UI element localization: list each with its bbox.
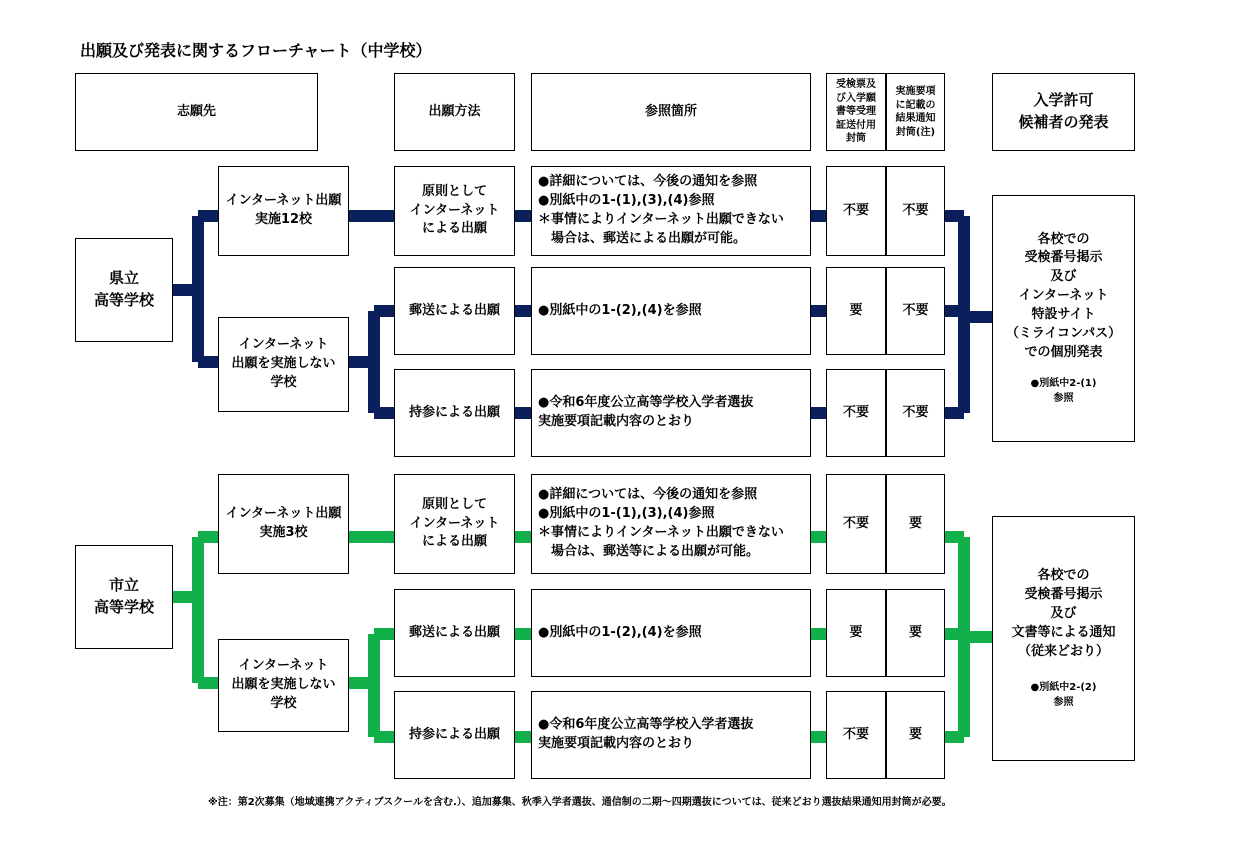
muni-announce-box xyxy=(992,516,1135,761)
muni-reference-mail: ●別紙中の1-(2),(4)を参照 xyxy=(531,589,811,677)
muni-envelope-to-announce xyxy=(945,537,992,737)
header-envelope-receipt: 受検票及 び入学願 書等受理 証送付用 封筒 xyxy=(826,73,886,151)
pref-method-bring: 持参による出願 xyxy=(394,369,515,457)
pref-reference-bring: ●令和6年度公立高等学校入学者選抜 実施要項記載内容のとおり xyxy=(531,369,811,457)
header-applicant: 志願先 xyxy=(75,73,318,151)
pref-method-to-reference xyxy=(515,216,531,413)
muni-env1-mail: 要 xyxy=(826,589,886,677)
pref-env1-bring: 不要 xyxy=(826,369,886,457)
muni-offline-branch xyxy=(349,634,394,737)
header-method: 出願方法 xyxy=(394,73,515,151)
pref-reference-to-envelope xyxy=(811,216,826,413)
muni-reference-bring: ●令和6年度公立高等学校入学者選抜 実施要項記載内容のとおり xyxy=(531,691,811,779)
muni-online-yes-box: インターネット出願 実施3校 xyxy=(218,474,349,574)
page-title: 出願及び発表に関するフローチャート（中学校） xyxy=(80,41,432,60)
muni-method-mail: 郵送による出願 xyxy=(394,589,515,677)
pref-online-yes-box: インターネット出願 実施12校 xyxy=(218,166,349,256)
muni-online-no-box: インターネット 出願を実施しない 学校 xyxy=(218,639,349,732)
pref-env2-online: 不要 xyxy=(886,166,945,256)
municipal-school-box: 市立 高等学校 xyxy=(75,545,173,649)
pref-announce-main: 各校での 受検番号掲示 及び インターネット 特設サイト （ミライコンパス） での個別発表 xyxy=(1005,231,1122,360)
muni-announce-main: 各校での 受検番号掲示 及び 文書等による通知 （従来どおり） xyxy=(1011,568,1116,659)
muni-env2-online: 要 xyxy=(886,474,945,574)
header-reference: 参照箇所 xyxy=(531,73,811,151)
pref-env2-bring: 不要 xyxy=(886,369,945,457)
muni-method-to-reference xyxy=(515,537,531,737)
pref-env1-online: 不要 xyxy=(826,166,886,256)
muni-env1-online: 不要 xyxy=(826,474,886,574)
muni-env2-mail: 要 xyxy=(886,589,945,677)
header-announce: 入学許可 候補者の発表 xyxy=(992,73,1135,151)
prefectural-school-box: 県立 高等学校 xyxy=(75,238,173,342)
pref-offline-branch xyxy=(349,311,394,413)
footnote: ※注：第2次募集（地域連携アクティブスクールを含む.）、追加募集、秋季入学者選抜、通信制の二期～四期選抜については、従来どおり選抜結果通知用封筒が必要。 xyxy=(208,797,952,808)
muni-reference-to-envelope xyxy=(811,537,826,737)
pref-reference-mail: ●別紙中の1-(2),(4)を参照 xyxy=(531,267,811,355)
muni-method-online: 原則として インターネット による出願 xyxy=(394,474,515,574)
muni-announce-note: ●別紙中2-(2) 参照 xyxy=(1030,681,1097,708)
muni-env2-bring: 要 xyxy=(886,691,945,779)
pref-env1-mail: 要 xyxy=(826,267,886,355)
pref-announce-box xyxy=(992,195,1135,442)
header-envelope-result: 実施要項 に記載の 結果通知 封筒(注) xyxy=(886,73,945,151)
muni-school-branch xyxy=(173,537,218,683)
pref-reference-online: ●詳細については、今後の通知を参照 ●別紙中の1-(1),(3),(4)参照 ＊事情によりインターネット出願できない 場合は、郵送による出願が可能。 xyxy=(531,166,811,256)
pref-online-no-box: インターネット 出願を実施しない 学校 xyxy=(218,317,349,412)
muni-method-bring: 持参による出願 xyxy=(394,691,515,779)
muni-env1-bring: 不要 xyxy=(826,691,886,779)
pref-announce-note: ●別紙中2-(1) 参照 xyxy=(1030,378,1097,405)
pref-method-mail: 郵送による出願 xyxy=(394,267,515,355)
pref-method-online: 原則として インターネット による出願 xyxy=(394,166,515,256)
pref-school-branch xyxy=(173,216,218,362)
pref-env2-mail: 不要 xyxy=(886,267,945,355)
muni-reference-online: ●詳細については、今後の通知を参照 ●別紙中の1-(1),(3),(4)参照 ＊事情によりインターネット出願できない 場合は、郵送等による出願が可能。 xyxy=(531,474,811,574)
pref-envelope-to-announce xyxy=(945,216,992,413)
